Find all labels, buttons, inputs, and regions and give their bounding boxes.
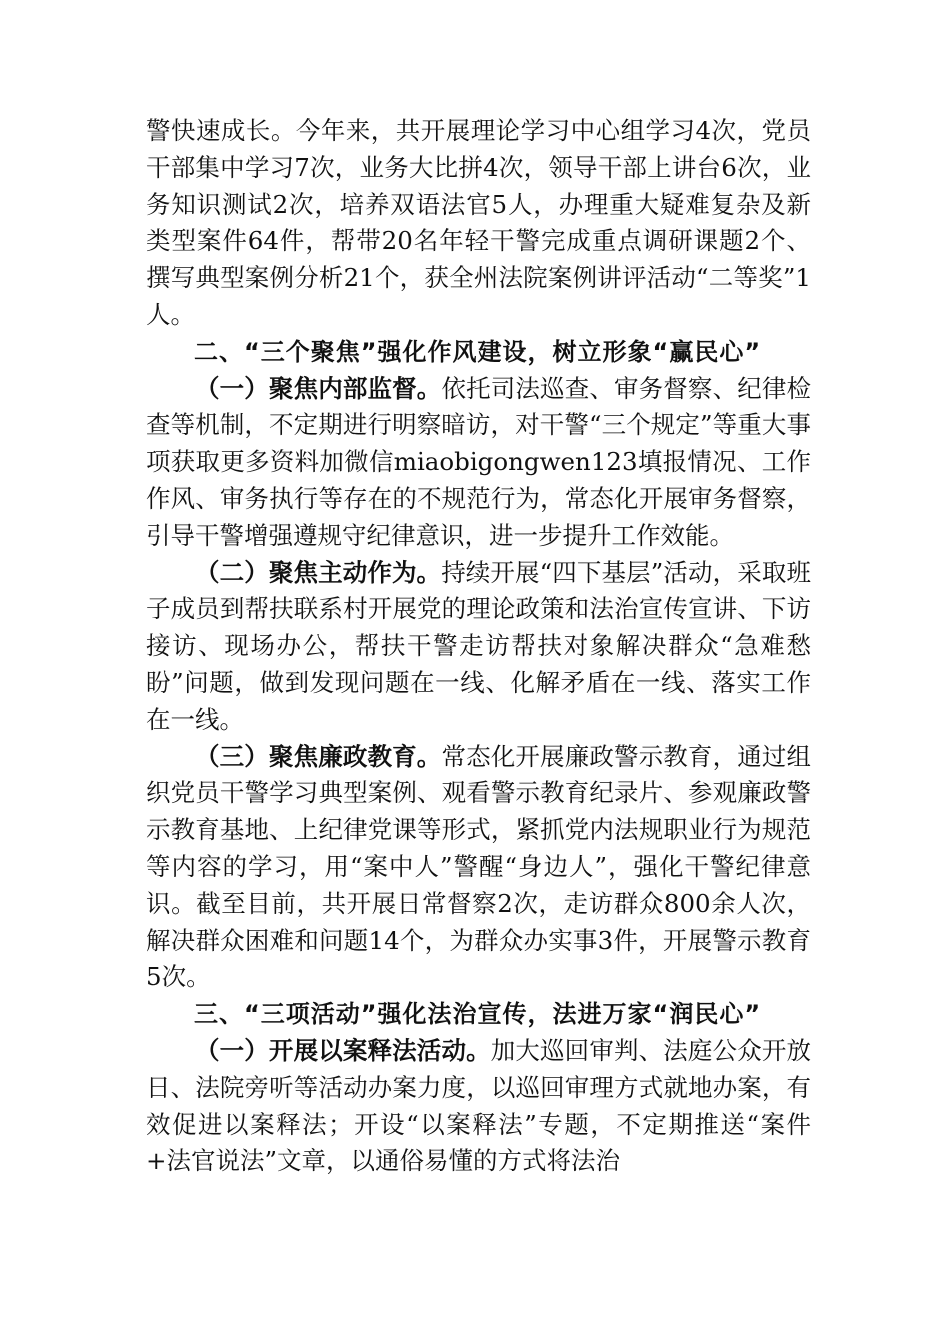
subsection-text-1: 依托司法巡查、审务督察、纪律检查等机制，不定期进行明察暗访，对干警“三个规定”等重大事项获取更多资料加微信miaobigongwen123填报情况、工作作风、审务执行等存在的不规范行为，常态化开展审务督察，引导干警增强遵规守纪律意识，进一步提升工作效能。: [146, 373, 812, 550]
subsection-text-3: 常态化开展廉政警示教育，通过组织党员干警学习典型案例、观看警示教育纪录片、参观廉政警示教育基地、上纪律党课等形式，紧抓党内法规职业行为规范等内容的学习，用“案中人”警醒“身边人”，强化干警纪律意识。截至目前，共开展日常督察2次，走访群众800余人次，解决群众困难和问题14个，为群众办实事3件，开展警示教育5次。: [146, 741, 812, 992]
subsection-lead-3: （三）聚焦廉政教育。: [195, 741, 442, 771]
subsection-proactive-action: [146, 555, 811, 739]
section-heading-3: 三、“三项活动”强化法治宣传，法进万家“润民心”: [194, 1000, 762, 1029]
subsection-text-2: 持续开展“四下基层”活动，采取班子成员到帮扶联系村开展党的理论政策和法治宣传宣讲、下访接访、现场办公，帮扶干警走访帮扶对象解决群众“急难愁盼”问题，做到发现问题在一线、化解矛盾在一线、落实工作在一线。: [146, 557, 811, 734]
subsection-integrity-education: [146, 739, 811, 997]
document-body: [146, 113, 811, 1180]
subsection-internal-supervision: [146, 371, 811, 555]
subsection-lead-2: （二）聚焦主动作为。: [195, 557, 442, 587]
subsection-text-4: 加大巡回审判、法庭公众开放日、法院旁听等活动办案力度，以巡回审理方式就地办案，有效促进以案释法；开设“以案释法”专题，不定期推送“案件+法官说法”文章，以通俗易懂的方式将法治: [146, 1035, 811, 1176]
paragraph-continuation: 警快速成长。今年来，共开展理论学习中心组学习4次，党员干部集中学习7次，业务大比拼4次，领导干部上讲台6次，业务知识测试2次，培养双语法官5人，办理重大疑难复杂及新类型案件64件，帮带20名年轻干警完成重点调研课题2个、撰写典型案例分析21个，获全州法院案例讲评活动“二等奖”1人。: [146, 116, 811, 329]
section-heading-2: 二、“三个聚焦”强化作风建设，树立形象“赢民心”: [194, 337, 762, 366]
subsection-lead-4: （一）开展以案释法活动。: [195, 1035, 491, 1065]
subsection-case-explanation: [146, 1033, 811, 1180]
subsection-lead-1: （一）聚焦内部监督。: [195, 373, 442, 403]
